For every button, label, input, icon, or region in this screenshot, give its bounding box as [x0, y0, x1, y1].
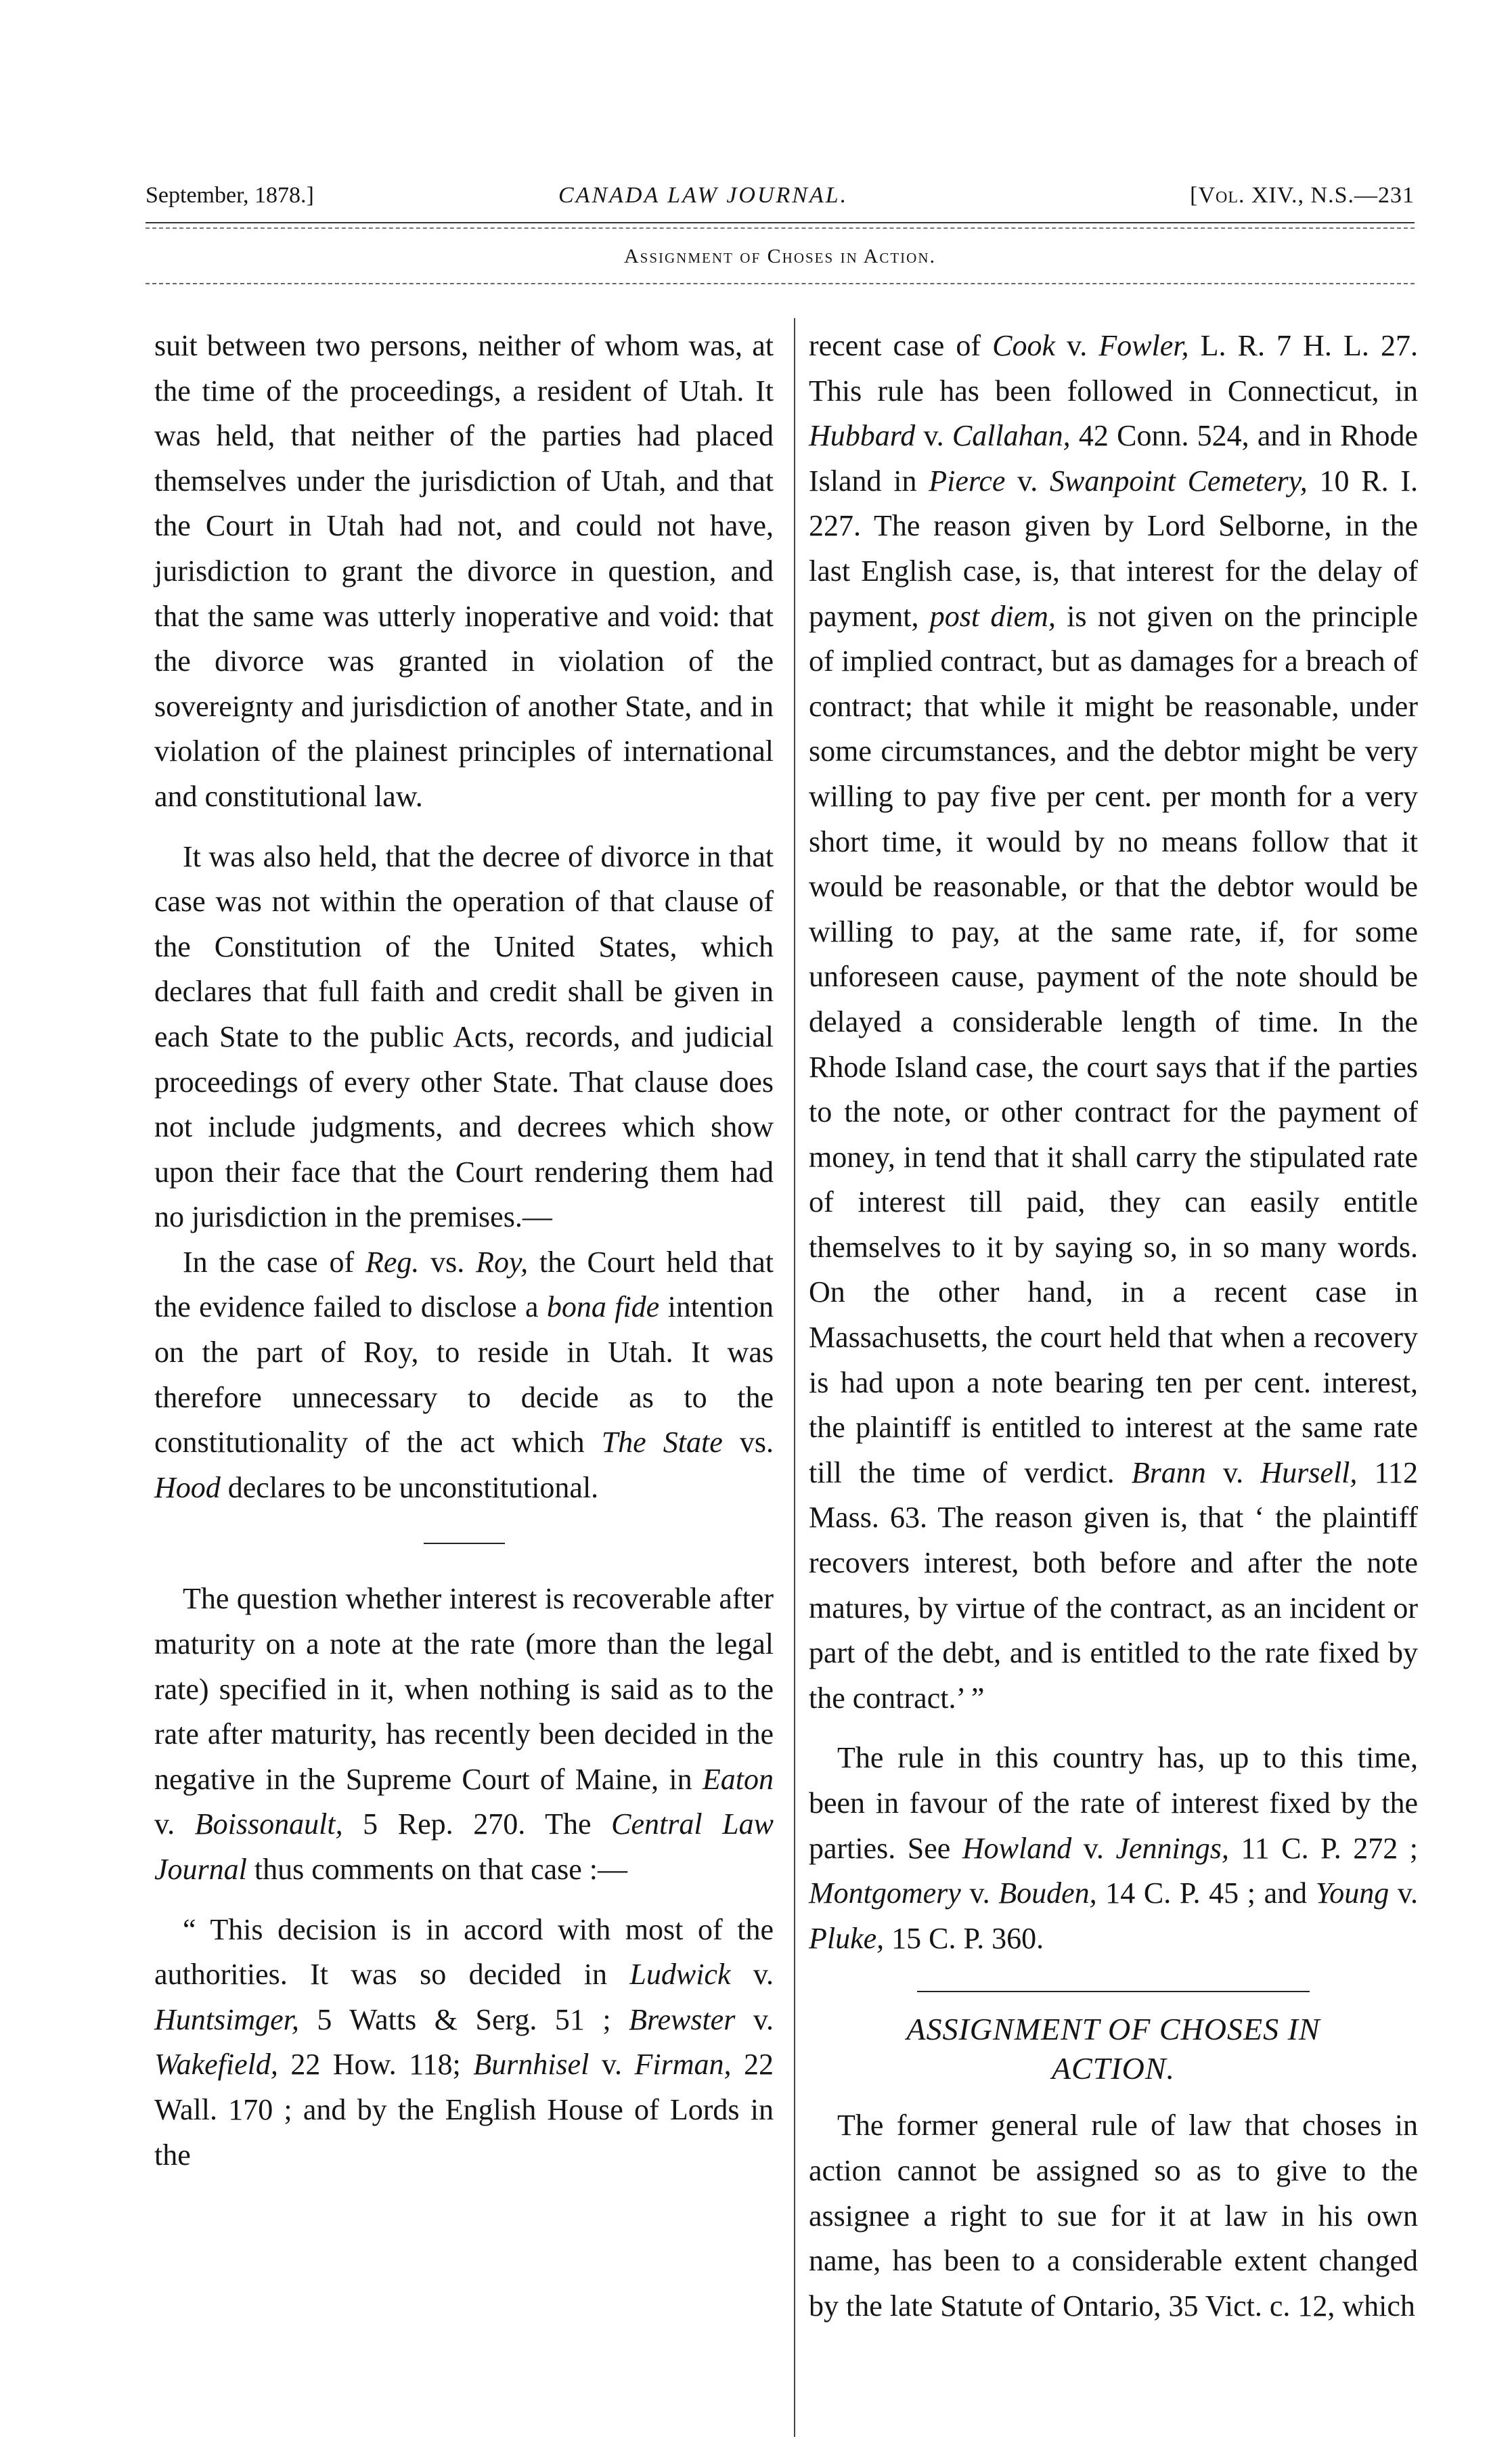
section-heading: ASSIGNMENT OF CHOSES IN ACTION.	[906, 2012, 1320, 2086]
section-separator	[424, 1543, 505, 1544]
column-divider	[794, 318, 795, 2437]
section-separator	[917, 1991, 1310, 1992]
right-column	[809, 324, 1418, 2329]
journal-title: CANADA LAW JOURNAL.	[558, 183, 849, 208]
header-rule-dashed	[146, 227, 1415, 229]
paragraph: The rule in this country has, up to this time, been in favour of the rate of interest fixed by the parties. See Howland v. Jennings, 11 C. P. 272 ; Montgomery v. Bouden, 14 C. P. 45 ; and Young v. Pluke, 15 C. P. 360.	[809, 1741, 1418, 1955]
volume-label: Vol.	[1198, 183, 1245, 208]
header-date: September, 1878.]	[146, 183, 314, 208]
running-title-rule	[146, 283, 1415, 284]
paragraph: The former general rule of law that choses in action cannot be assigned so as to give to the assignee a right to sue for it at law in his own name, has been to a considerable extent changed by the late Statute of Ontario, 35 Vict. c. 12, which	[809, 2109, 1418, 2323]
paragraph: suit between two persons, neither of whom was, at the time of the proceedings, a resident of Utah. It was held, that neither of the parties had placed themselves under the jurisdiction of Utah, and that the Court in Utah had not, and could not have, jurisdiction to grant the divorce in question, and that the same was utterly inoperative and void: that the divorce was granted in violation of the sovereignty and jurisdiction of another State, and in violation of the plainest principles of international and constitutional law.	[154, 329, 774, 813]
page-header	[146, 177, 1415, 218]
header-rule	[146, 222, 1415, 223]
quotation-paragraph: “ This decision is in accord with most of the authorities. It was so decided in Ludwick v. Huntsimger, 5 Watts & Serg. 51 ; Brewster v. Wakefield, 22 How. 118; Burnhisel v. Firman, 22 Wall. 170 ; and by the English House of Lords in the	[154, 1912, 774, 2172]
paragraph: recent case of Cook v. Fowler, L. R. 7 H. L. 27. This rule has been followed in Connecticut, in Hubbard v. Callahan, 42 Conn. 524, and in Rhode Island in Pierce v. Swanpoint Cemetery, 10 R. I. 227. The reason given by Lord Selborne, in the last English case, is, that interest for the delay of payment, post diem, is not given on the principle of implied contract, but as damages for a breach of contract; that while it might be reasonable, under some circumstances, and the debtor might be very willing to pay five per cent. per month for a very short time, it would by no means follow that it would be reasonable, or that the debtor would be willing to pay, at the same rate, if, for some unforeseen cause, payment of the note should be delayed a considerable length of time. In the Rhode Island case, the court says that if the parties to the note, or other contract for the payment of money, in tend that it shall carry the stipulated rate of interest till paid, they can easily entitle themselves to it by saying so, in so many words. On the other hand, in a recent case in Massachusetts, the court held that when a recovery is had upon a note bearing ten per cent. interest, the plaintiff is entitled to interest at the same rate till the time of verdict. Brann v. Hursell, 112 Mass. 63. The reason given is, that ‘ the plaintiff recovers interest, both before and after the note matures, by virtue of the contract, as an incident or part of the debt, and is entitled to the rate fixed by the contract.’ ”	[809, 329, 1418, 1715]
paragraph: In the case of Reg. vs. Roy, the Court held that the evidence failed to disclose a bona fide intention on the part of Roy, to reside in Utah. It was therefore unnecessary to decide as to the constitutionality of the act which The State vs. Hood declares to be unconstitutional.	[154, 1245, 774, 1504]
left-column	[154, 324, 774, 2178]
paragraph: It was also held, that the decree of divorce in that case was not within the operation of that clause of the Constitution of the United States, which declares that full faith and credit shall be given in each State to the public Acts, records, and judicial proceedings of every other State. That clause does not include judgments, and decrees which show upon their face that the Court rendering them had no jurisdiction in the premises.—	[154, 839, 774, 1234]
paragraph: The question whether interest is recoverable after maturity on a note at the rate (more than the legal rate) specified in it, when nothing is said as to the rate after maturity, has recently been decided in the negative in the Supreme Court of Maine, in Eaton v. Boissonault, 5 Rep. 270. The Central Law Journal thus comments on that case :—	[154, 1582, 774, 1886]
volume-page: [Vol. XIV., N.S.—231	[1190, 183, 1415, 208]
running-title: Assignment of Choses in Action.	[623, 245, 937, 267]
volume-number: XIV., N.S.—231	[1251, 183, 1415, 208]
